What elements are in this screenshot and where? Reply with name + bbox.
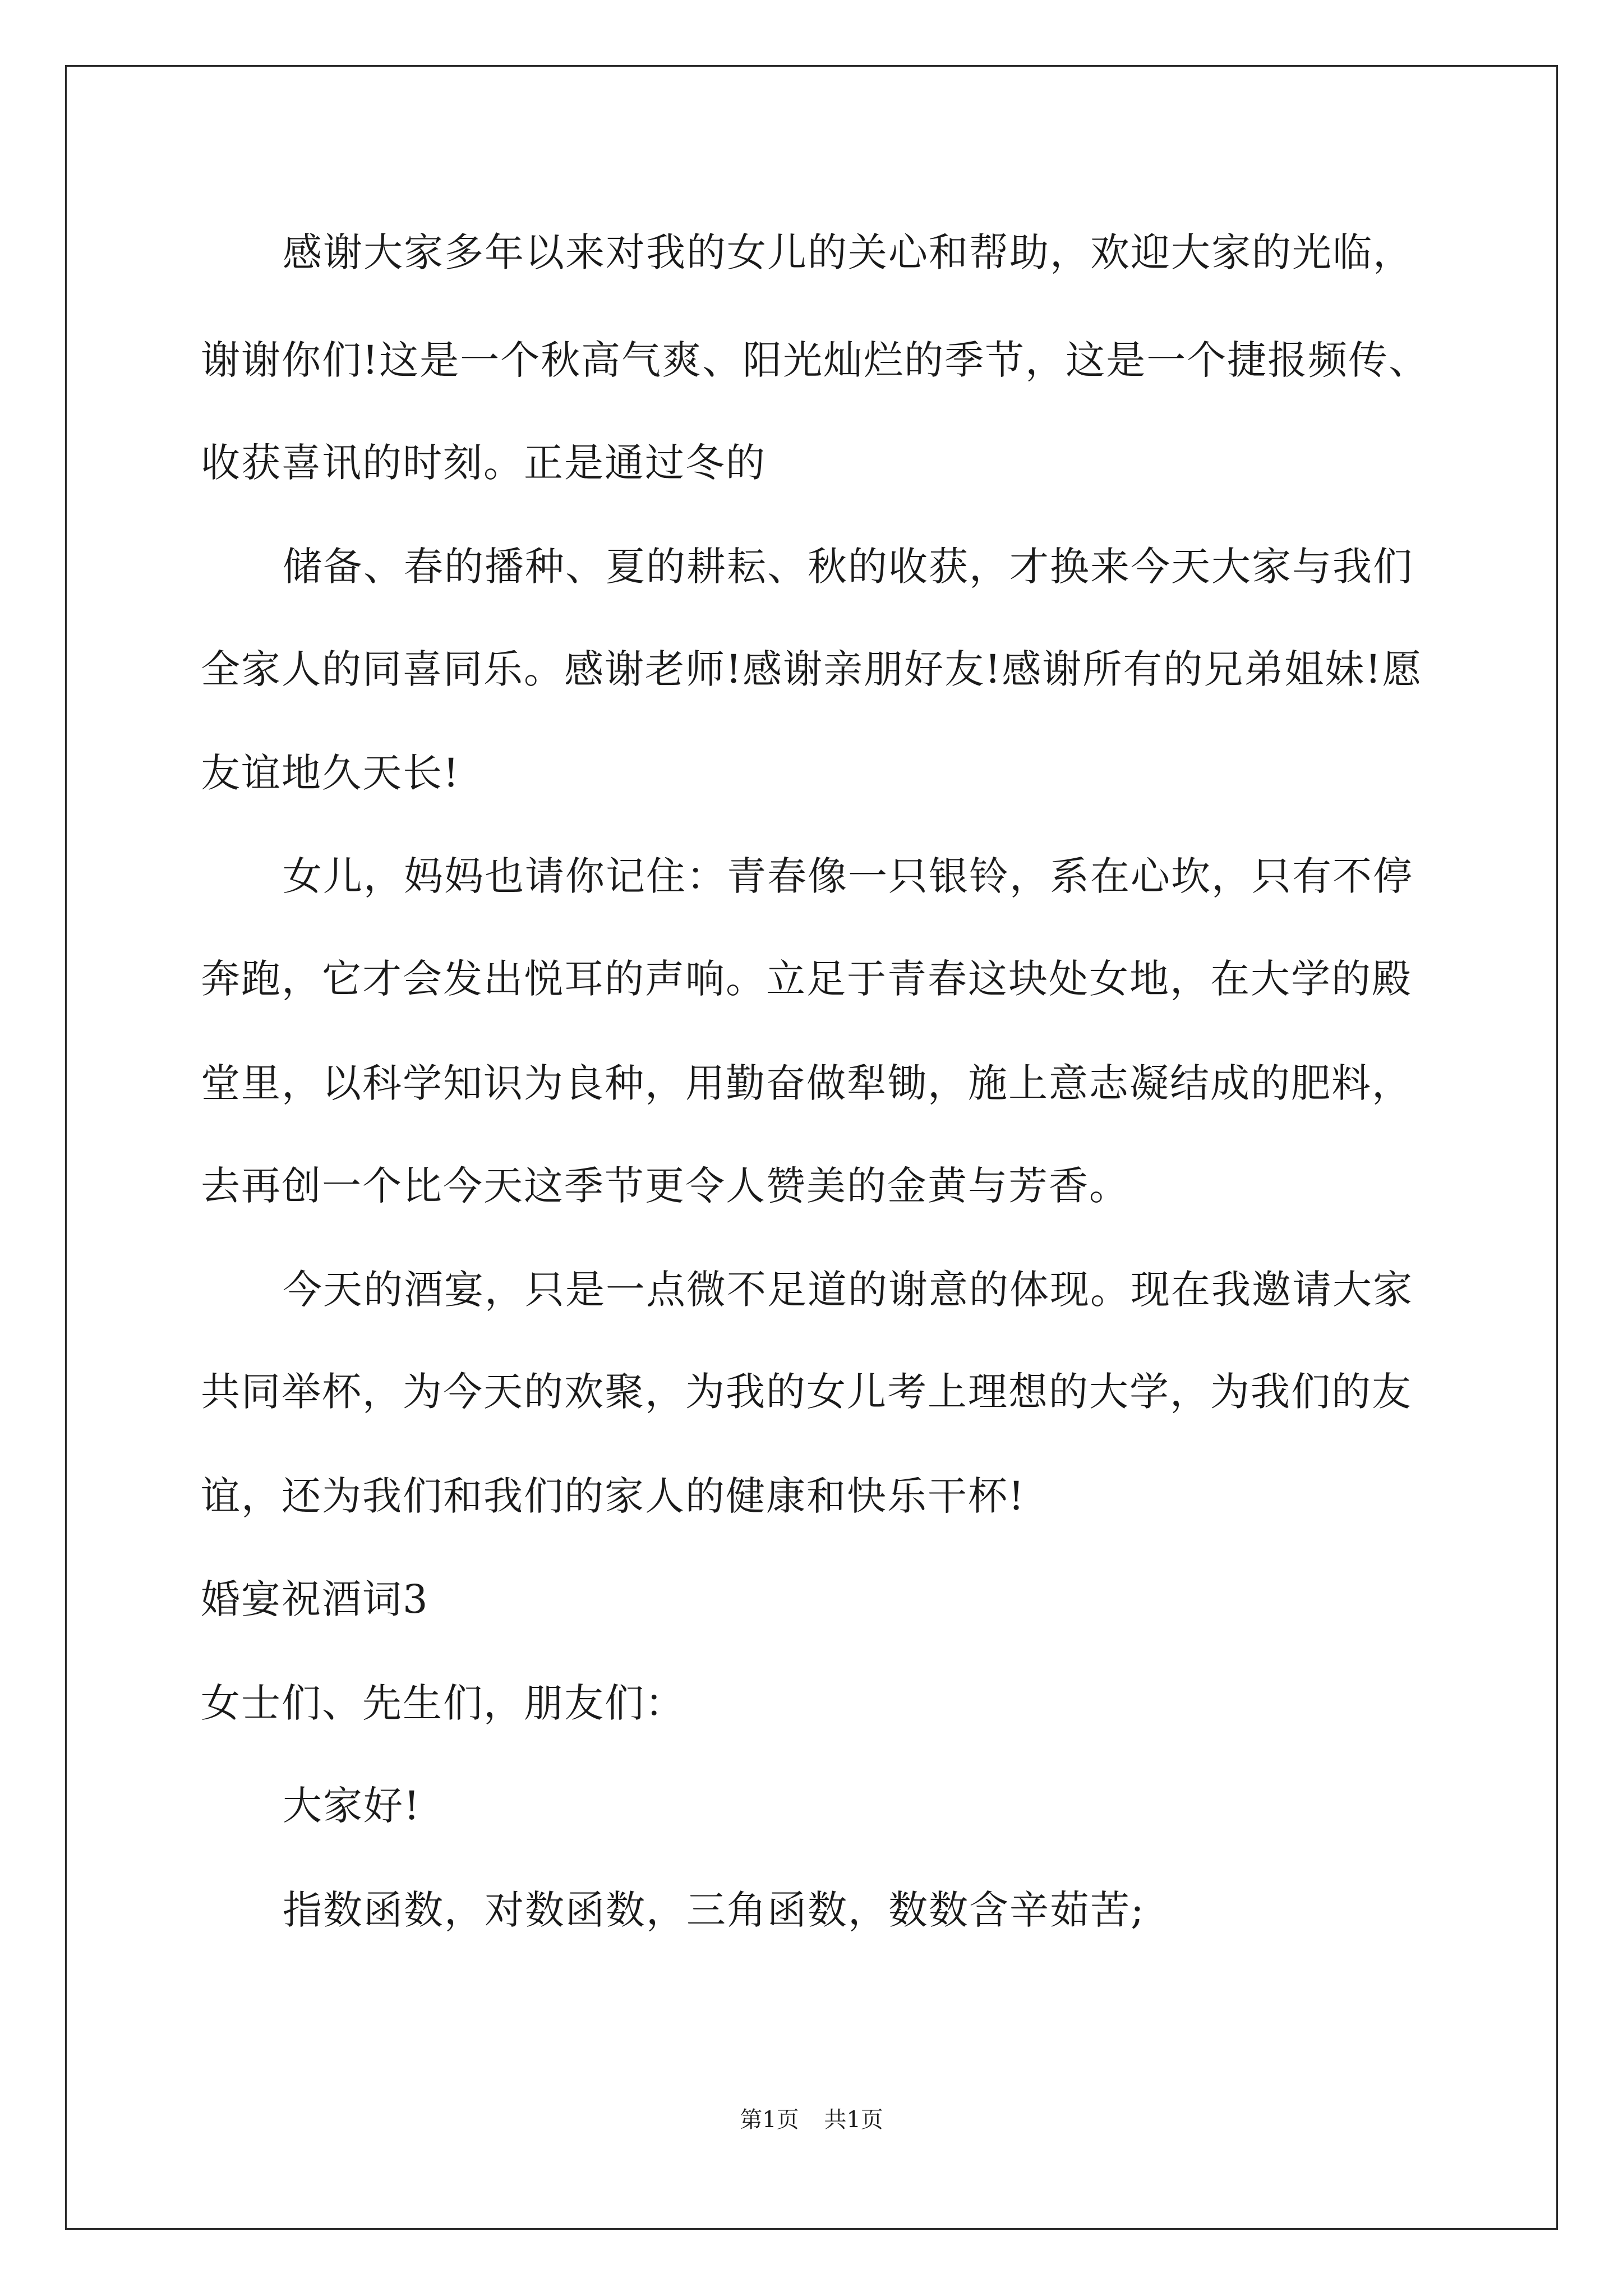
page-footer bbox=[0, 2106, 1623, 2134]
text-line: 奔跑，它才会发出悦耳的声响。立足于青春这块处女地，在大学的殿 bbox=[201, 956, 1412, 1002]
text-line: 堂里，以科学知识为良种，用勤奋做犁锄，施上意志凝结成的肥料， bbox=[201, 1060, 1412, 1106]
page-total: 共1页 bbox=[824, 2107, 883, 2133]
text-line: 友谊地久天长! bbox=[201, 750, 460, 796]
text-line: 谊，还为我们和我们的家人的健康和快乐干杯! bbox=[201, 1473, 1026, 1519]
text-line: 谢谢你们!这是一个秋高气爽、阳光灿烂的季节，这是一个捷报频传、 bbox=[201, 337, 1430, 383]
text-line: 今天的酒宴，只是一点微不足道的谢意的体现。现在我邀请大家 bbox=[283, 1267, 1413, 1313]
text-line: 指数函数，对数函数，三角函数，数数含辛茹苦; bbox=[283, 1887, 1145, 1933]
text-line: 储备、春的播种、夏的耕耘、秋的收获，才换来今天大家与我们 bbox=[283, 544, 1413, 590]
page-number: 第1页 bbox=[740, 2107, 799, 2133]
text-line: 女儿，妈妈也请你记住：青春像一只银铃，系在心坎，只有不停 bbox=[283, 853, 1413, 899]
text-line: 女士们、先生们，朋友们： bbox=[201, 1680, 685, 1726]
text-line: 大家好! bbox=[283, 1783, 421, 1829]
text-line: 感谢大家多年以来对我的女儿的关心和帮助，欢迎大家的光临， bbox=[283, 229, 1413, 275]
section-heading: 婚宴祝酒词3 bbox=[201, 1576, 429, 1622]
text-line: 去再创一个比今天这季节更令人赞美的金黄与芳香。 bbox=[201, 1163, 1129, 1209]
text-line: 收获喜讯的时刻。正是通过冬的 bbox=[201, 440, 766, 486]
text-line: 共同举杯，为今天的欢聚，为我的女儿考上理想的大学，为我们的友 bbox=[201, 1369, 1412, 1415]
text-line: 全家人的同喜同乐。感谢老师!感谢亲朋好友!感谢所有的兄弟姐妹!愿 bbox=[201, 646, 1423, 692]
